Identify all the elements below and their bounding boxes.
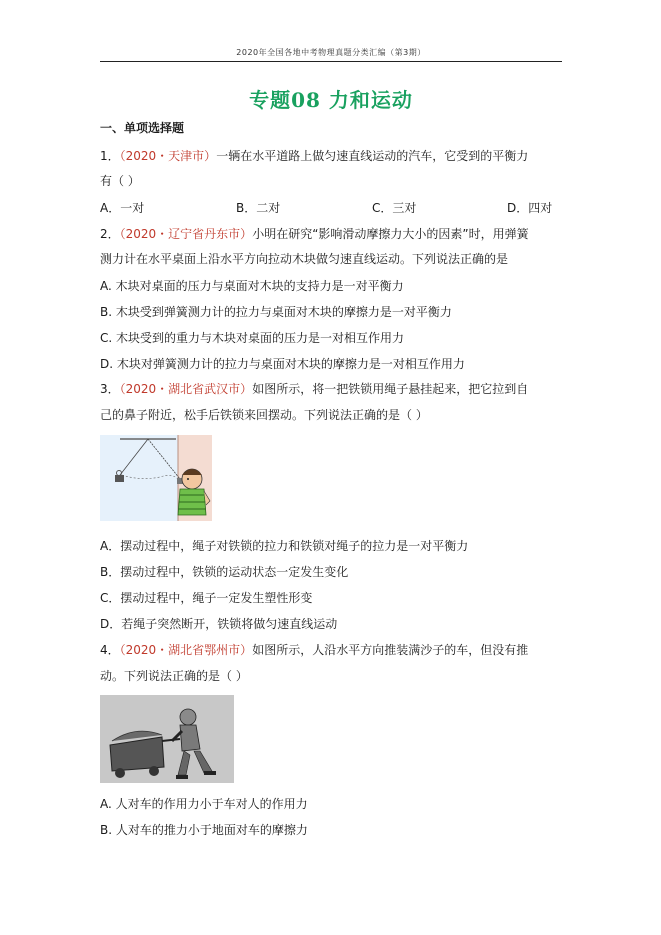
q3-figure-pendulum: [100, 435, 212, 521]
q1-text1: 一辆在水平道路上做匀速直线运动的汽车，它受到的平衡力: [216, 149, 529, 163]
push-cart-illustration: [100, 695, 234, 783]
q2-text1: 小明在研究“影响滑动摩擦力大小的因素”时，用弹簧: [252, 227, 529, 241]
q1-number: 1．: [100, 149, 120, 163]
q1-line1: [100, 149, 528, 163]
q1-option-d: D．四对: [507, 201, 553, 215]
running-header: 2020年全国各地中考物理真题分类汇编（第3期）: [236, 48, 426, 57]
q3-option-a: A．摆动过程中，绳子对铁锁的拉力和铁锁对绳子的拉力是一对平衡力: [100, 539, 469, 553]
section-heading: 一、单项选择题: [100, 121, 185, 135]
q4-text1: 如图所示，人沿水平方向推装满沙子的车，但没有推: [252, 643, 529, 657]
q1-source: （2020・天津市）: [119, 149, 217, 163]
q3-option-c: C．摆动过程中，绳子一定发生塑性形变: [100, 591, 313, 605]
q3-text1: 如图所示，将一把铁锁用绳子悬挂起来，把它拉到自: [252, 382, 529, 396]
q4-option-b: B. 人对车的推力小于地面对车的摩擦力: [100, 823, 308, 837]
header-rule: [100, 61, 562, 62]
q3-line2: 己的鼻子附近，松手后铁锁来回摆动。下列说法正确的是（ ）: [100, 408, 428, 422]
q3-source: （2020・湖北省武汉市）: [119, 382, 253, 396]
q4-source: （2020・湖北省鄂州市）: [119, 643, 253, 657]
q2-option-a: A. 木块对桌面的压力与桌面对木块的支持力是一对平衡力: [100, 279, 404, 293]
q3-option-d: D．若绳子突然断开，铁锁将做匀速直线运动: [100, 617, 338, 631]
q1-option-a: A．一对: [100, 201, 145, 215]
q1-option-b: B．二对: [236, 201, 281, 215]
q2-option-d: D. 木块对弹簧测力计的拉力与桌面对木块的摩擦力是一对相互作用力: [100, 357, 465, 371]
q3-line1: [100, 382, 528, 396]
q4-figure-push-cart: [100, 695, 234, 783]
q2-line2: 测力计在水平桌面上沿水平方向拉动木块做匀速直线运动。下列说法正确的是: [100, 252, 509, 266]
q2-source: （2020・辽宁省丹东市）: [119, 227, 253, 241]
q3-number: 3．: [100, 382, 120, 396]
q2-option-b: B. 木块受到弹簧测力计的拉力与桌面对木块的摩擦力是一对平衡力: [100, 305, 452, 319]
q4-number: 4．: [100, 643, 120, 657]
q2-number: 2．: [100, 227, 120, 241]
q1-option-c: C．三对: [372, 201, 417, 215]
page-title: 专题08 力和运动: [249, 88, 413, 112]
q4-line2: 动。下列说法正确的是（ ）: [100, 669, 248, 683]
q4-option-a: A. 人对车的作用力小于车对人的作用力: [100, 797, 308, 811]
q2-option-c: C. 木块受到的重力与木块对桌面的压力是一对相互作用力: [100, 331, 405, 345]
q4-line1: [100, 643, 528, 657]
q1-line2: 有（ ）: [100, 174, 140, 188]
q3-option-b: B．摆动过程中，铁锁的运动状态一定发生变化: [100, 565, 349, 579]
pendulum-illustration: [100, 435, 212, 521]
q2-line1: [100, 227, 529, 241]
